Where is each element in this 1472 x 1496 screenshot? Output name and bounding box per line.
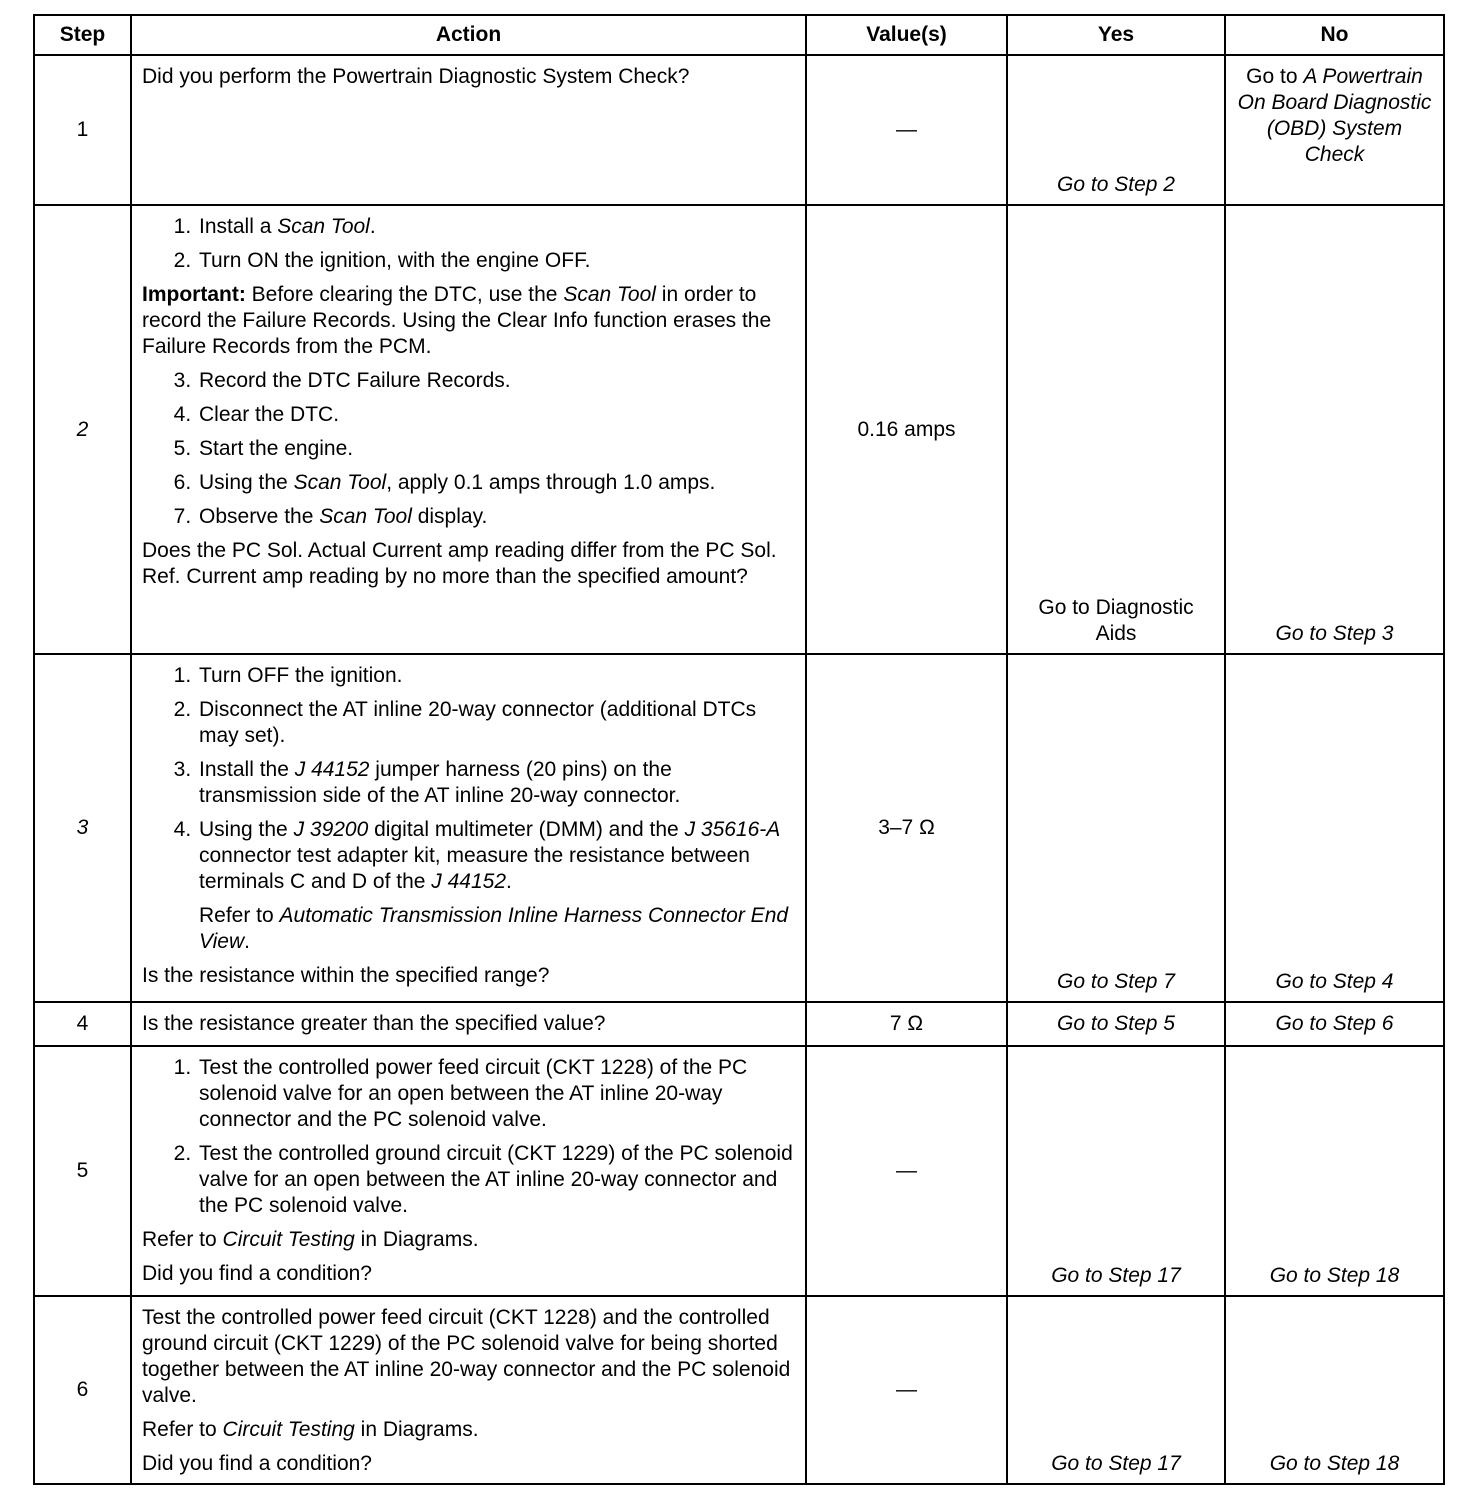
table-row-step-2 bbox=[34, 205, 1444, 654]
list-item: 7. Observe the Scan Tool display. bbox=[197, 504, 795, 530]
action-cell bbox=[131, 1296, 806, 1484]
yes-cell bbox=[1007, 205, 1225, 654]
action-cell bbox=[131, 654, 806, 1002]
yes-cell bbox=[1007, 1046, 1225, 1296]
value-cell: 0.16 amps bbox=[806, 205, 1007, 654]
header-row bbox=[34, 15, 1444, 55]
no-link[interactable]: Go to Step 18 bbox=[1269, 1452, 1400, 1475]
table-row-step-5 bbox=[34, 1046, 1444, 1296]
important-note: Important: Before clearing the DTC, use the Scan Tool in order to record the Failure Records. Using the Clear Info function erases the Failure Records from the PCM. bbox=[142, 283, 772, 358]
instruction-list bbox=[142, 368, 795, 530]
no-cell bbox=[1225, 205, 1444, 654]
value-cell: 3–7 Ω bbox=[806, 654, 1007, 1002]
list-item: 1. Turn OFF the ignition. bbox=[197, 663, 795, 689]
list-item: 2. Disconnect the AT inline 20-way connector (additional DTCs may set). bbox=[197, 697, 795, 749]
yes-link[interactable]: Go to Step 17 bbox=[1051, 1264, 1181, 1287]
instruction-list bbox=[142, 663, 795, 955]
header-step: Step bbox=[34, 15, 131, 55]
list-item: 4. Clear the DTC. bbox=[197, 402, 795, 428]
no-link[interactable]: Go to Step 3 bbox=[1275, 622, 1394, 645]
question-text: Did you perform the Powertrain Diagnostic System Check? bbox=[142, 65, 690, 88]
list-item: 6. Using the Scan Tool, apply 0.1 amps through 1.0 amps. bbox=[197, 470, 795, 496]
list-item: 2. Test the controlled ground circuit (CKT 1229) of the PC solenoid valve for an open between the AT inline 20-way connector and the PC solenoid valve. bbox=[197, 1141, 795, 1219]
no-cell bbox=[1225, 654, 1444, 1002]
list-item: 1. Test the controlled power feed circuit (CKT 1228) of the PC solenoid valve for an open between the AT inline 20-way connector and the PC solenoid valve. bbox=[197, 1055, 795, 1133]
action-cell bbox=[131, 1046, 806, 1296]
diagnostic-table bbox=[33, 14, 1445, 1485]
action-cell bbox=[131, 1002, 806, 1046]
no-cell bbox=[1225, 1002, 1444, 1046]
question-text: Did you find a condition? bbox=[142, 1452, 372, 1475]
step-number: 2 bbox=[34, 205, 131, 654]
list-item: 3. Record the DTC Failure Records. bbox=[197, 368, 795, 394]
value-cell: — bbox=[806, 55, 1007, 205]
no-link[interactable]: Go to Step 18 bbox=[1269, 1264, 1400, 1287]
action-cell bbox=[131, 55, 806, 205]
yes-link[interactable]: Go to Step 17 bbox=[1051, 1452, 1181, 1475]
header-action: Action bbox=[131, 15, 806, 55]
instruction-list bbox=[142, 1055, 795, 1219]
yes-link[interactable]: Go to Step 5 bbox=[1057, 1012, 1175, 1035]
no-cell: Go to A Powertrain On Board Diagnostic (OBD) System Check bbox=[1225, 55, 1444, 205]
value-cell: — bbox=[806, 1296, 1007, 1484]
value-cell: — bbox=[806, 1046, 1007, 1296]
step-number: 4 bbox=[34, 1002, 131, 1046]
instruction-list bbox=[142, 214, 795, 274]
no-link[interactable]: A Powertrain On Board Diagnostic (OBD) System Check bbox=[1237, 65, 1432, 166]
list-item: 1. Install a Scan Tool. bbox=[197, 214, 795, 240]
no-cell bbox=[1225, 1296, 1444, 1484]
list-item: 2. Turn ON the ignition, with the engine OFF. bbox=[197, 248, 795, 274]
yes-cell bbox=[1007, 654, 1225, 1002]
header-yes: Yes bbox=[1007, 15, 1225, 55]
question-text: Does the PC Sol. Actual Current amp reading differ from the PC Sol. Ref. Current amp reading by no more than the specified amount? bbox=[142, 539, 777, 588]
no-cell bbox=[1225, 1046, 1444, 1296]
table-row-step-6 bbox=[34, 1296, 1444, 1484]
no-link[interactable]: Go to Step 6 bbox=[1275, 1012, 1394, 1035]
table-row-step-4 bbox=[34, 1002, 1444, 1046]
header-values: Value(s) bbox=[806, 15, 1007, 55]
instruction-text: Test the controlled power feed circuit (CKT 1228) and the controlled ground circuit (CKT 1229) of the PC solenoid valve for being shorted together between the AT inline 20-way connector and the PC solenoid valve. bbox=[142, 1306, 791, 1407]
step-number: 5 bbox=[34, 1046, 131, 1296]
no-link[interactable]: Go to Step 4 bbox=[1275, 970, 1394, 993]
table-row-step-3 bbox=[34, 654, 1444, 1002]
list-item: 5. Start the engine. bbox=[197, 436, 795, 462]
question-text: Is the resistance within the specified range? bbox=[142, 964, 550, 987]
header-no: No bbox=[1225, 15, 1444, 55]
reference-note: Refer to Circuit Testing in Diagrams. bbox=[142, 1418, 479, 1441]
step-number: 3 bbox=[34, 654, 131, 1002]
yes-link[interactable]: Go to Step 2 bbox=[1057, 173, 1175, 196]
yes-link[interactable]: Go to Step 7 bbox=[1057, 970, 1175, 993]
yes-cell bbox=[1007, 1002, 1225, 1046]
yes-cell bbox=[1007, 1296, 1225, 1484]
reference-note: Refer to Automatic Transmission Inline Harness Connector End View. bbox=[199, 904, 789, 953]
reference-note: Refer to Circuit Testing in Diagrams. bbox=[142, 1228, 479, 1251]
question-text: Did you find a condition? bbox=[142, 1262, 372, 1285]
value-cell: 7 Ω bbox=[806, 1002, 1007, 1046]
yes-cell bbox=[1007, 55, 1225, 205]
question-text: Is the resistance greater than the specified value? bbox=[142, 1012, 606, 1035]
table-row-step-1 bbox=[34, 55, 1444, 205]
step-number: 1 bbox=[34, 55, 131, 205]
yes-link[interactable]: Go to Diagnostic Aids bbox=[1038, 596, 1194, 645]
step-number: 6 bbox=[34, 1296, 131, 1484]
list-item: 4. Using the J 39200 digital multimeter (DMM) and the J 35616-A connector test adapter kit, measure the resistance between terminals C and D of the J 44152. Refer to Automatic Transmission Inline Harness Connector End View. bbox=[197, 817, 795, 955]
list-item: 3. Install the J 44152 jumper harness (20 pins) on the transmission side of the AT inline 20-way connector. bbox=[197, 757, 795, 809]
action-cell bbox=[131, 205, 806, 654]
